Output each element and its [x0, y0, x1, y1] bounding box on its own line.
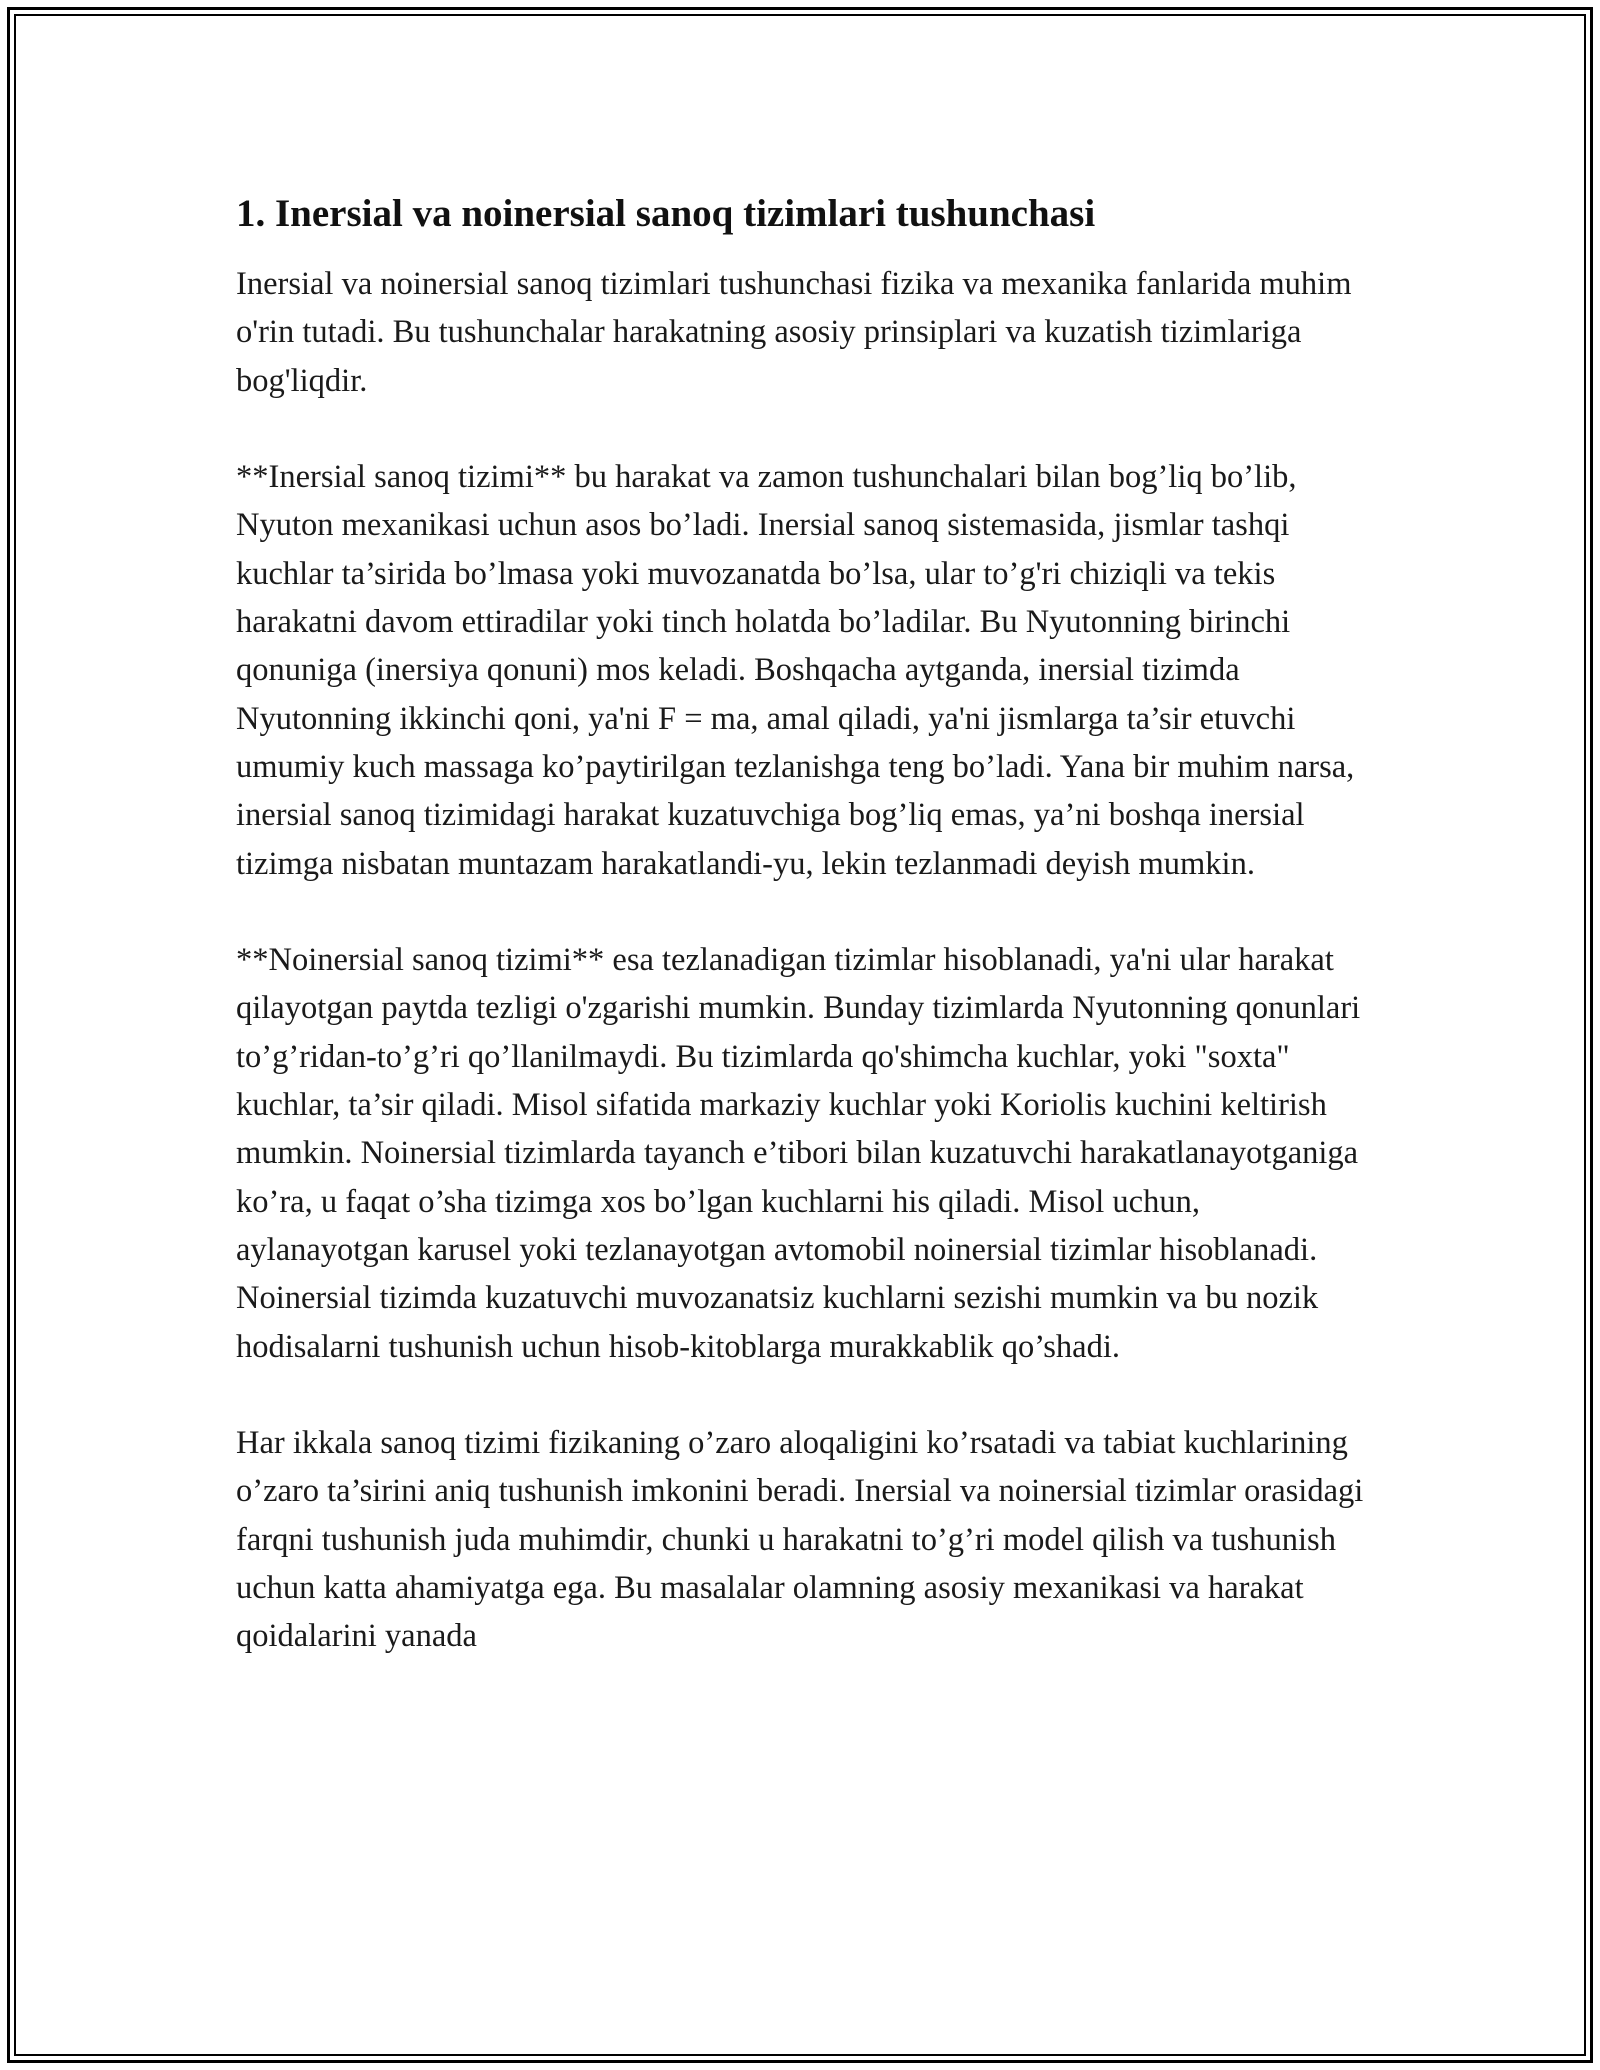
paragraph-intro: Inersial va noinersial sanoq tizimlari tushunchasi fizika va mexanika fanlarida muhim o'rin tutadi. Bu tushunchalar harakatning asosiy prinsiplari va kuzatish tizimlariga bog'liqdir. [236, 266, 1352, 399]
paragraph-inertial: **Inersial sanoq tizimi** bu harakat va zamon tushunchalari bilan bog’liq bo’lib, Nyuton mexanikasi uchun asos bo’ladi. Inersial sanoq sistemasida, jismlar tashqi kuchlar ta’sirida bo’lmasa yoki muvozanatda bo’lsa, ular to’g'ri chiziqli va tekis harakatni davom ettiradilar yoki tinch holatda bo’ladilar. Bu Nyutonning birinchi qonuniga (inersiya qonuni) mos keladi. Boshqacha aytganda, inersial tizimda Nyutonning ikkinchi qoni, ya'ni F = ma, amal qiladi, ya'ni jismlarga ta’sir etuvchi umumiy kuch massaga ko’paytirilgan tezlanishga teng bo’ladi. Yana bir muhim narsa, inersial sanoq tizimidagi harakat kuzatuvchiga bog’liq emas, ya’ni boshqa inersial tizimga nisbatan muntazam harakatlandi-yu, lekin tezlanmadi deyish mumkin. [236, 459, 1355, 882]
paragraph-noninertial: **Noinersial sanoq tizimi** esa tezlanadigan tizimlar hisoblanadi, ya'ni ular harakat qilayotgan paytda tezligi o'zgarishi mumkin. Bunday tizimlarda Nyutonning qonunlari to’g’ridan-to’g’ri qo’llanilmaydi. Bu tizimlarda qo'shimcha kuchlar, yoki "soxta" kuchlar, ta’sir qiladi. Misol sifatida markaziy kuchlar yoki Koriolis kuchini keltirish mumkin. Noinersial tizimlarda tayanch e’tibori bilan kuzatuvchi harakatlanayotganiga ko’ra, u faqat o’sha tizimga xos bo’lgan kuchlarni his qiladi. Misol uchun, aylanayotgan karusel yoki tezlanayotgan avtomobil noinersial tizimlar hisoblanadi. Noinersial tizimda kuzatuvchi muvozanatsiz kuchlarni sezishi mumkin va bu nozik hodisalarni tushunish uchun hisob-kitoblarga murakkablik qo’shadi. [236, 942, 1361, 1365]
section-heading: 1. Inersial va noinersial sanoq tizimlari tushunchasi [236, 192, 1096, 235]
document-body [236, 188, 1376, 1661]
paragraph-conclusion: Har ikkala sanoq tizimi fizikaning o’zaro aloqaligini ko’rsatadi va tabiat kuchlarining o’zaro ta’sirini aniq tushunish imkonini beradi. Inersial va noinersial tizimlar orasidagi farqni tushunish juda muhimdir, chunki u harakatni to’g’ri model qilish va tushunish uchun katta ahamiyatga ega. Bu masalalar olamning asosiy mexanikasi va harakat qoidalarini yanada [236, 1425, 1364, 1655]
